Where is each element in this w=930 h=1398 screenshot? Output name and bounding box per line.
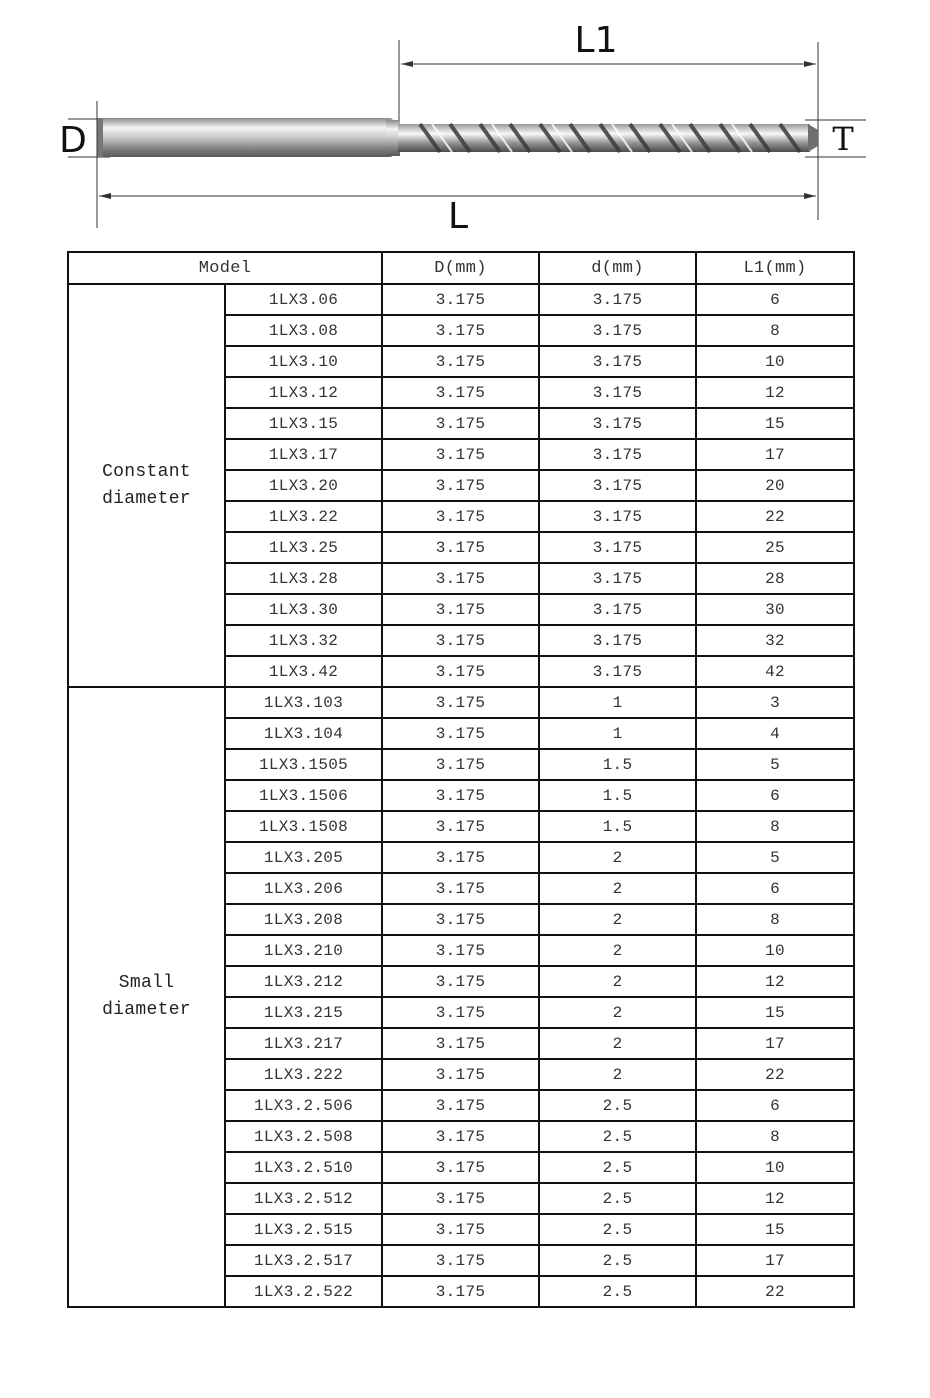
cutting-length-cell: 22 bbox=[696, 501, 854, 532]
model-cell: 1LX3.2.512 bbox=[225, 1183, 382, 1214]
cutting-length-cell: 6 bbox=[696, 873, 854, 904]
header-d-shank: D(mm) bbox=[382, 252, 539, 284]
shank-diameter-cell: 3.175 bbox=[382, 1183, 539, 1214]
header-l1: L1(mm) bbox=[696, 252, 854, 284]
model-cell: 1LX3.210 bbox=[225, 935, 382, 966]
cutting-diameter-cell: 3.175 bbox=[539, 315, 696, 346]
shank-diameter-cell: 3.175 bbox=[382, 1152, 539, 1183]
cutting-diameter-cell: 3.175 bbox=[539, 439, 696, 470]
cutting-length-cell: 32 bbox=[696, 625, 854, 656]
group-label: Small diameter bbox=[68, 687, 225, 1307]
shank-diameter-cell: 3.175 bbox=[382, 966, 539, 997]
shank-diameter-cell: 3.175 bbox=[382, 346, 539, 377]
cutting-diameter-cell: 1.5 bbox=[539, 749, 696, 780]
model-cell: 1LX3.08 bbox=[225, 315, 382, 346]
cutting-length-cell: 6 bbox=[696, 284, 854, 315]
cutting-diameter-cell: 2 bbox=[539, 1059, 696, 1090]
shank-diameter-cell: 3.175 bbox=[382, 377, 539, 408]
table-row bbox=[68, 687, 854, 718]
cutting-length-cell: 20 bbox=[696, 470, 854, 501]
group-label: Constant diameter bbox=[68, 284, 225, 687]
shank-diameter-cell: 3.175 bbox=[382, 532, 539, 563]
cutting-length-cell: 17 bbox=[696, 439, 854, 470]
d-label: D bbox=[59, 120, 87, 161]
cutting-length-cell: 42 bbox=[696, 656, 854, 687]
cutting-length-cell: 22 bbox=[696, 1059, 854, 1090]
shank-diameter-cell: 3.175 bbox=[382, 873, 539, 904]
cutting-diameter-cell: 1 bbox=[539, 687, 696, 718]
shank-diameter-cell: 3.175 bbox=[382, 315, 539, 346]
model-cell: 1LX3.17 bbox=[225, 439, 382, 470]
cutting-diameter-cell: 3.175 bbox=[539, 501, 696, 532]
cutting-length-cell: 10 bbox=[696, 1152, 854, 1183]
shank-diameter-cell: 3.175 bbox=[382, 1245, 539, 1276]
table-header-row bbox=[68, 252, 854, 284]
header-model: Model bbox=[68, 252, 382, 284]
cutting-length-cell: 28 bbox=[696, 563, 854, 594]
cutting-diameter-cell: 2.5 bbox=[539, 1245, 696, 1276]
cutting-diameter-cell: 1 bbox=[539, 718, 696, 749]
cutting-diameter-cell: 3.175 bbox=[539, 532, 696, 563]
table-row bbox=[68, 284, 854, 315]
shank-diameter-cell: 3.175 bbox=[382, 470, 539, 501]
cutting-diameter-cell: 2 bbox=[539, 904, 696, 935]
cutting-diameter-cell: 3.175 bbox=[539, 656, 696, 687]
cutting-diameter-cell: 2 bbox=[539, 1028, 696, 1059]
cutting-length-cell: 30 bbox=[696, 594, 854, 625]
model-cell: 1LX3.103 bbox=[225, 687, 382, 718]
cutting-length-cell: 10 bbox=[696, 935, 854, 966]
shank-diameter-cell: 3.175 bbox=[382, 594, 539, 625]
model-cell: 1LX3.15 bbox=[225, 408, 382, 439]
model-cell: 1LX3.222 bbox=[225, 1059, 382, 1090]
shank-diameter-cell: 3.175 bbox=[382, 563, 539, 594]
model-cell: 1LX3.22 bbox=[225, 501, 382, 532]
model-cell: 1LX3.212 bbox=[225, 966, 382, 997]
specification-table bbox=[67, 251, 855, 1308]
cutting-diameter-cell: 2 bbox=[539, 842, 696, 873]
end-mill-image bbox=[97, 118, 818, 157]
l-label: L bbox=[447, 196, 469, 237]
shank-diameter-cell: 3.175 bbox=[382, 1276, 539, 1307]
model-cell: 1LX3.217 bbox=[225, 1028, 382, 1059]
model-cell: 1LX3.104 bbox=[225, 718, 382, 749]
model-cell: 1LX3.2.522 bbox=[225, 1276, 382, 1307]
cutting-length-cell: 8 bbox=[696, 315, 854, 346]
model-cell: 1LX3.1506 bbox=[225, 780, 382, 811]
cutting-diameter-cell: 2.5 bbox=[539, 1152, 696, 1183]
shank-diameter-cell: 3.175 bbox=[382, 997, 539, 1028]
shank-diameter-cell: 3.175 bbox=[382, 935, 539, 966]
model-cell: 1LX3.2.510 bbox=[225, 1152, 382, 1183]
cutting-diameter-cell: 2.5 bbox=[539, 1090, 696, 1121]
model-cell: 1LX3.30 bbox=[225, 594, 382, 625]
model-cell: 1LX3.25 bbox=[225, 532, 382, 563]
model-cell: 1LX3.20 bbox=[225, 470, 382, 501]
cutting-diameter-cell: 3.175 bbox=[539, 594, 696, 625]
cutting-diameter-cell: 3.175 bbox=[539, 625, 696, 656]
model-cell: 1LX3.205 bbox=[225, 842, 382, 873]
cutting-diameter-cell: 2.5 bbox=[539, 1214, 696, 1245]
cutting-length-cell: 15 bbox=[696, 1214, 854, 1245]
cutting-diameter-cell: 3.175 bbox=[539, 470, 696, 501]
cutting-diameter-cell: 2 bbox=[539, 966, 696, 997]
cutting-diameter-cell: 3.175 bbox=[539, 408, 696, 439]
cutting-length-cell: 4 bbox=[696, 718, 854, 749]
cutting-length-cell: 6 bbox=[696, 780, 854, 811]
model-cell: 1LX3.215 bbox=[225, 997, 382, 1028]
shank-diameter-cell: 3.175 bbox=[382, 687, 539, 718]
shank-diameter-cell: 3.175 bbox=[382, 1028, 539, 1059]
shank-diameter-cell: 3.175 bbox=[382, 656, 539, 687]
model-cell: 1LX3.2.508 bbox=[225, 1121, 382, 1152]
cutting-length-cell: 17 bbox=[696, 1245, 854, 1276]
cutting-diameter-cell: 1.5 bbox=[539, 811, 696, 842]
model-cell: 1LX3.06 bbox=[225, 284, 382, 315]
model-cell: 1LX3.1508 bbox=[225, 811, 382, 842]
shank-diameter-cell: 3.175 bbox=[382, 1090, 539, 1121]
cutting-diameter-cell: 2 bbox=[539, 873, 696, 904]
shank-diameter-cell: 3.175 bbox=[382, 1121, 539, 1152]
model-cell: 1LX3.10 bbox=[225, 346, 382, 377]
model-cell: 1LX3.32 bbox=[225, 625, 382, 656]
shank-diameter-cell: 3.175 bbox=[382, 1059, 539, 1090]
cutting-diameter-cell: 2 bbox=[539, 935, 696, 966]
cutting-diameter-cell: 3.175 bbox=[539, 377, 696, 408]
shank-diameter-cell: 3.175 bbox=[382, 408, 539, 439]
shank-diameter-cell: 3.175 bbox=[382, 501, 539, 532]
header-d-cutting: d(mm) bbox=[539, 252, 696, 284]
shank-diameter-cell: 3.175 bbox=[382, 718, 539, 749]
cutting-length-cell: 12 bbox=[696, 1183, 854, 1214]
model-cell: 1LX3.2.517 bbox=[225, 1245, 382, 1276]
l1-label: L1 bbox=[574, 20, 618, 61]
model-cell: 1LX3.12 bbox=[225, 377, 382, 408]
model-cell: 1LX3.1505 bbox=[225, 749, 382, 780]
cutting-diameter-cell: 3.175 bbox=[539, 346, 696, 377]
l1-dimension bbox=[399, 20, 818, 220]
cutting-length-cell: 8 bbox=[696, 1121, 854, 1152]
model-cell: 1LX3.206 bbox=[225, 873, 382, 904]
model-cell: 1LX3.2.515 bbox=[225, 1214, 382, 1245]
cutting-diameter-cell: 2.5 bbox=[539, 1276, 696, 1307]
cutting-diameter-cell: 2 bbox=[539, 997, 696, 1028]
cutting-length-cell: 25 bbox=[696, 532, 854, 563]
cutting-length-cell: 5 bbox=[696, 842, 854, 873]
model-cell: 1LX3.2.506 bbox=[225, 1090, 382, 1121]
t-label: T bbox=[832, 120, 854, 158]
cutting-diameter-cell: 1.5 bbox=[539, 780, 696, 811]
cutting-length-cell: 6 bbox=[696, 1090, 854, 1121]
cutting-length-cell: 22 bbox=[696, 1276, 854, 1307]
cutting-length-cell: 3 bbox=[696, 687, 854, 718]
shank-diameter-cell: 3.175 bbox=[382, 284, 539, 315]
cutting-length-cell: 17 bbox=[696, 1028, 854, 1059]
shank-diameter-cell: 3.175 bbox=[382, 1214, 539, 1245]
cutting-diameter-cell: 2.5 bbox=[539, 1183, 696, 1214]
cutting-length-cell: 8 bbox=[696, 904, 854, 935]
shank-diameter-cell: 3.175 bbox=[382, 780, 539, 811]
cutting-length-cell: 12 bbox=[696, 377, 854, 408]
cutting-length-cell: 5 bbox=[696, 749, 854, 780]
cutting-length-cell: 8 bbox=[696, 811, 854, 842]
shank-diameter-cell: 3.175 bbox=[382, 811, 539, 842]
shank-diameter-cell: 3.175 bbox=[382, 749, 539, 780]
model-cell: 1LX3.42 bbox=[225, 656, 382, 687]
cutting-diameter-cell: 3.175 bbox=[539, 563, 696, 594]
cutting-length-cell: 12 bbox=[696, 966, 854, 997]
model-cell: 1LX3.208 bbox=[225, 904, 382, 935]
cutting-length-cell: 15 bbox=[696, 408, 854, 439]
shank-diameter-cell: 3.175 bbox=[382, 842, 539, 873]
shank-diameter-cell: 3.175 bbox=[382, 439, 539, 470]
cutting-diameter-cell: 2.5 bbox=[539, 1121, 696, 1152]
shank-diameter-cell: 3.175 bbox=[382, 625, 539, 656]
cutting-diameter-cell: 3.175 bbox=[539, 284, 696, 315]
end-mill-dimension-diagram bbox=[0, 0, 930, 245]
shank-diameter-cell: 3.175 bbox=[382, 904, 539, 935]
cutting-length-cell: 15 bbox=[696, 997, 854, 1028]
model-cell: 1LX3.28 bbox=[225, 563, 382, 594]
cutting-length-cell: 10 bbox=[696, 346, 854, 377]
